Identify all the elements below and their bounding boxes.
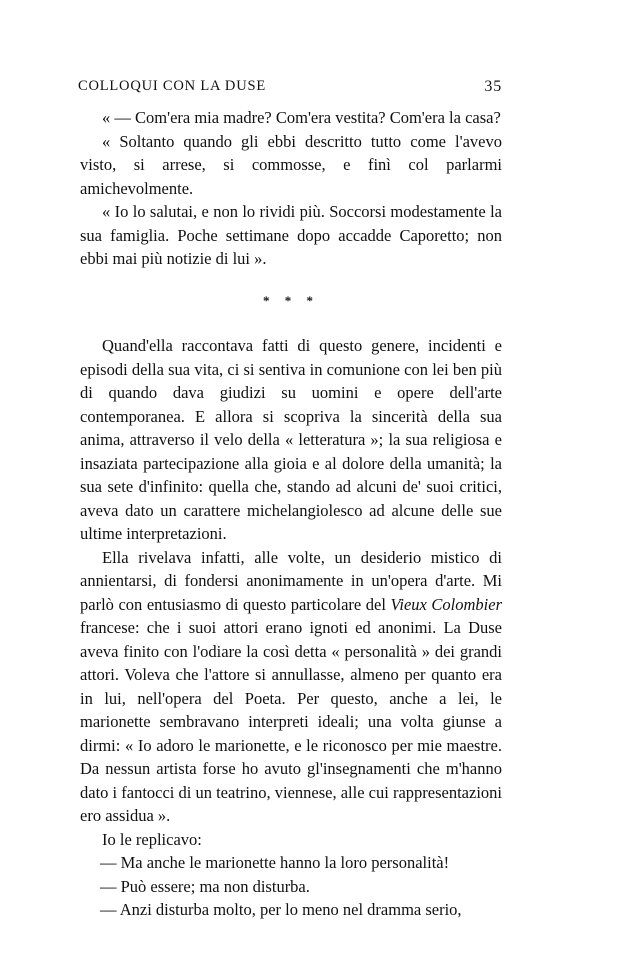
dialogue-line: — Ma anche le marionette hanno la loro personalità! (100, 853, 450, 872)
paragraph: Io le replicavo: (102, 829, 202, 849)
paragraph (80, 546, 502, 828)
page-header (78, 78, 502, 98)
page-number: 35 (484, 78, 502, 95)
section-one (80, 106, 502, 271)
italic-title: Vieux Colombier (390, 594, 502, 614)
section-two (80, 334, 502, 922)
paragraph-text: Ella rivelava infatti, alle volte, un desiderio mistico di annientarsi, di fondersi anonimamente in un'opera d'arte. Mi parlò con entusiasmo di questo particolare del (80, 547, 502, 614)
paragraph: « — Com'era mia madre? Com'era vestita? Com'era la casa? (102, 108, 501, 127)
paragraph: Quand'ella raccontava fatti di questo genere, incidenti e episodi della sua vita, ci si sentiva in comunione con lei ben più di quando dava giudizi su uomini e opere dell'arte contemporanea. E allora si scopriva la sincerità della sua anima, attraverso il velo della « letteratura »; la sua religiosa e insaziata partecipazione alla gioia e al dolore della umanità; la sua sete d'infinito: quella che, stando ad alcuni de' suoi critici, aveva dato un carattere michelangiolesco ad alcune delle sue ultime interpretazioni. (80, 336, 502, 543)
section-separator: * * * (263, 293, 319, 308)
paragraph: « Soltanto quando gli ebbi descritto tutto come l'avevo visto, si arrese, si commosse, e finì col parlarmi amichevolmente. (80, 131, 502, 198)
dialogue-line: — Può essere; ma non disturba. (100, 876, 310, 896)
paragraph-text: francese: che i suoi attori erano ignoti ed anonimi. La Duse aveva finito con l'odiare la così detta « personalità » dei grandi attori. Voleva che l'attore si annullasse, almeno per quanto era in lui, nell'opera del Poeta. Per questo, anche a lei, le marionette sembravano interpreti ideali; una volta giunse a dirmi: « Io adoro le marionette, e le riconosco per mie maestre. Da nessun artista forse ho avuto gl'insegnamenti che m'hanno dato i fantocci di un teatrino, viennese, alle cui rappresentazioni ero assidua ». (80, 618, 502, 825)
running-title: COLLOQUI CON LA DUSE (78, 78, 266, 94)
paragraph: « Io lo salutai, e non lo rividi più. Soccorsi modestamente la sua famiglia. Poche settimane dopo accadde Caporetto; non ebbi mai più notizie di lui ». (80, 202, 502, 268)
dialogue-line: — Anzi disturba molto, per lo meno nel dramma serio, (100, 900, 462, 919)
